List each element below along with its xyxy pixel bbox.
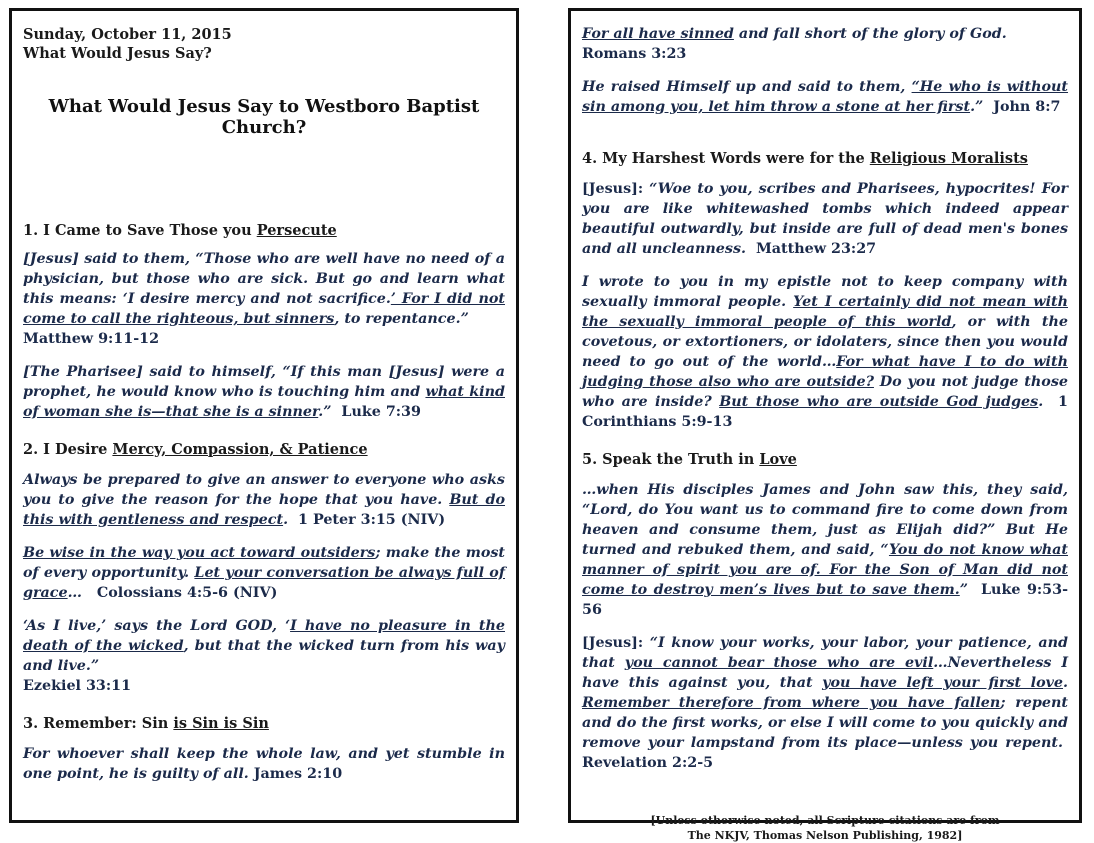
quote-revelation: [Jesus]: “I know your works, your labor, your patience, and that you cannot bear those who are evil…Nevertheless I have this against you, that you have left your first love. Remember therefore from where you have fallen; repent and do the first works, or else I will come to you quickly and remove your lampstand from its place—unless you repent. Revelation 2:2-5 bbox=[582, 635, 1069, 771]
ref-matthew-23: Matthew 23:27 bbox=[755, 241, 877, 257]
ref-1-corinthians: 1 Corinthians 5:9-13 bbox=[582, 394, 1068, 430]
footnote bbox=[582, 813, 1068, 843]
ref-revelation: Revelation 2:2-5 bbox=[582, 755, 714, 771]
quote-romans: For all have sinned and fall short of the glory of God. Romans 3:23 bbox=[582, 26, 1007, 62]
ref-matthew: Matthew 9:11-12 bbox=[23, 331, 160, 347]
section-2-heading: 2. I Desire Mercy, Compassion, & Patience bbox=[23, 441, 368, 458]
ref-luke-9: Luke 9:53-56 bbox=[582, 582, 1069, 618]
ref-luke-7: Luke 7:39 bbox=[341, 404, 421, 420]
quote-matthew-23: [Jesus]: “Woe to you, scribes and Pharisees, hypocrites! For you are like whitewashed tombs which indeed appear beautiful outwardly, but inside are full of dead men's bones and all uncleanness. Matthew 23:27 bbox=[582, 181, 1068, 257]
quote-ezekiel: ‘As I live,’ says the Lord GOD, ‘I have no pleasure in the death of the wicked, but that the wicked turn from his way and live.” Ezekiel 33:11 bbox=[23, 618, 505, 694]
quote-1-peter: Always be prepared to give an answer to everyone who asks you to give the reason for the hope that you have. But do this with gentleness and respect. 1 Peter 3:15 (NIV) bbox=[23, 472, 506, 528]
section-3-heading: 3. Remember: Sin is Sin is Sin bbox=[23, 715, 269, 732]
quote-luke-7: [The Pharisee] said to himself, “If this man [Jesus] were a prophet, he would know who is touching him and what kind of woman she is—that she is a sinner.” Luke 7:39 bbox=[23, 364, 505, 420]
quote-colossians: Be wise in the way you act toward outsiders; make the most of every opportunity. Let your conversation be always full of grace… Colossians 4:5-6 (NIV) bbox=[23, 545, 506, 601]
ref-james: James 2:10 bbox=[253, 766, 343, 782]
quote-luke-9: …when His disciples James and John saw this, they said, “Lord, do You want us to command fire to come down from heaven and consume them, just as Elijah did?” But He turned and rebuked them, and said, “You do not know what manner of spirit you are of. For the Son of Man did not come to destroy men’s lives but to save them.” Luke 9:53-56 bbox=[582, 482, 1069, 618]
ref-1-peter: 1 Peter 3:15 (NIV) bbox=[298, 512, 446, 528]
ref-romans: Romans 3:23 bbox=[582, 46, 687, 62]
section-4-heading: 4. My Harshest Words were for the Religious Moralists bbox=[582, 150, 1028, 167]
footnote-line-2: The NKJV, Thomas Nelson Publishing, 1982] bbox=[687, 829, 963, 842]
left-page bbox=[9, 8, 519, 823]
quote-matthew: [Jesus] said to them, “Those who are well have no need of a physician, but those who are sick. But go and learn what this means: ‘I desire mercy and not sacrifice.’ For I did not come to call the righteous, but sinners, to repentance.” Matthew 9:11-12 bbox=[23, 251, 505, 347]
quote-james: For whoever shall keep the whole law, and yet stumble in one point, he is guilty of all. James 2:10 bbox=[23, 746, 505, 782]
date-line: Sunday, October 11, 2015 bbox=[23, 26, 232, 43]
section-5-heading: 5. Speak the Truth in Love bbox=[582, 451, 797, 468]
ref-colossians: Colossians 4:5-6 (NIV) bbox=[96, 585, 278, 601]
footnote-line-1: [Unless otherwise noted, all Scripture citations are from bbox=[650, 814, 1000, 827]
page-title: What Would Jesus Say to Westboro Baptist Church? bbox=[48, 96, 480, 138]
quote-1-corinthians: I wrote to you in my epistle not to keep company with sexually immoral people. Yet I certainly did not mean with the sexually immoral people of this world, or with the covetous, or extortioners, or idolaters, since then you would need to go out of the world…For what have I to do with judging those also who are outside? Do you not judge those who are inside? But those who are outside God judges. 1 Corinthians 5:9-13 bbox=[582, 274, 1068, 430]
ref-ezekiel: Ezekiel 33:11 bbox=[23, 678, 132, 694]
right-page bbox=[568, 8, 1082, 842]
ref-john: John 8:7 bbox=[993, 99, 1061, 115]
section-1-heading: 1. I Came to Save Those you Persecute bbox=[23, 222, 337, 239]
quote-john: He raised Himself up and said to them, “He who is without sin among you, let him throw a stone at her first.” John 8:7 bbox=[582, 79, 1069, 115]
series-line: What Would Jesus Say? bbox=[23, 45, 212, 62]
